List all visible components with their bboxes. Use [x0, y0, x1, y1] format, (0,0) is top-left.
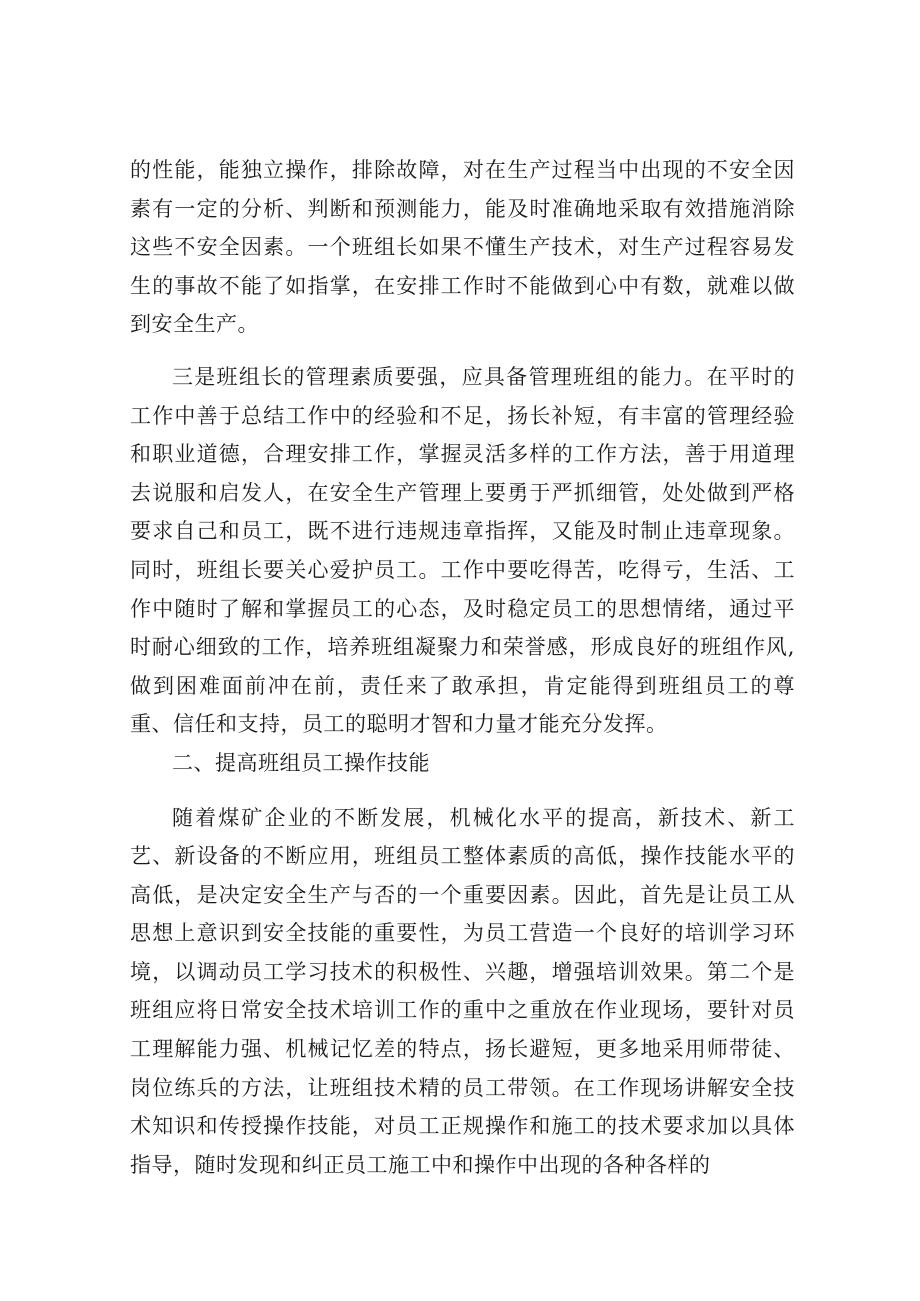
paragraph-skills-training: 随着煤矿企业的不断发展，机械化水平的提高，新技术、新工艺、新设备的不断应用，班组员工整体素质的高低，操作技能水平的高低，是决定安全生产与否的一个重要因素。因此，首先是让员工从思想上意识到安全技能的重要性，为员工营造一个良好的培训学习环境，以调动员工学习技术的积极性、兴趣，增强培训效果。第二个是班组应将日常安全技术培训工作的重中之重放在作业现场，要针对员工理解能力强、机械记忆差的特点，扬长避短，更多地采用师带徒、岗位练兵的方法，让班组技术精的员工带领。在工作现场讲解安全技术知识和传授操作技能，对员工正规操作和施工的技术要求加以具体指导，随时发现和纠正员工施工中和操作中出现的各种各样的 [130, 805, 795, 1177]
document-body [130, 151, 795, 1184]
section-heading: 二、提高班组员工操作技能 [172, 750, 430, 775]
paragraph-continuation: 的性能，能独立操作，排除故障，对在生产过程当中出现的不安全因素有一定的分析、判断和预测能力，能及时准确地采取有效措施消除这些不安全因素。一个班组长如果不懂生产技术，对生产过程容易发生的事故不能了如指掌，在安排工作时不能做到心中有数，就难以做到安全生产。 [130, 158, 795, 337]
paragraph-manager-quality: 三是班组长的管理素质要强，应具备管理班组的能力。在平时的工作中善于总结工作中的经验和不足，扬长补短，有丰富的管理经验和职业道德，合理安排工作，掌握灵活多样的工作方法，善于用道理去说服和启发人，在安全生产管理上要勇于严抓细管，处处做到严格要求自己和员工，既不进行违规违章指挥，又能及时制止违章现象。同时，班组长要关心爱护员工。工作中要吃得苦，吃得亏，生活、工作中随时了解和掌握员工的心态，及时稳定员工的思想情绪，通过平时耐心细致的工作，培养班组凝聚力和荣誉感，形成良好的班组作风,做到困难面前冲在前，责任来了敢承担，肯定能得到班组员工的尊重、信任和支持，员工的聪明才智和力量才能充分发挥。 [130, 364, 795, 737]
